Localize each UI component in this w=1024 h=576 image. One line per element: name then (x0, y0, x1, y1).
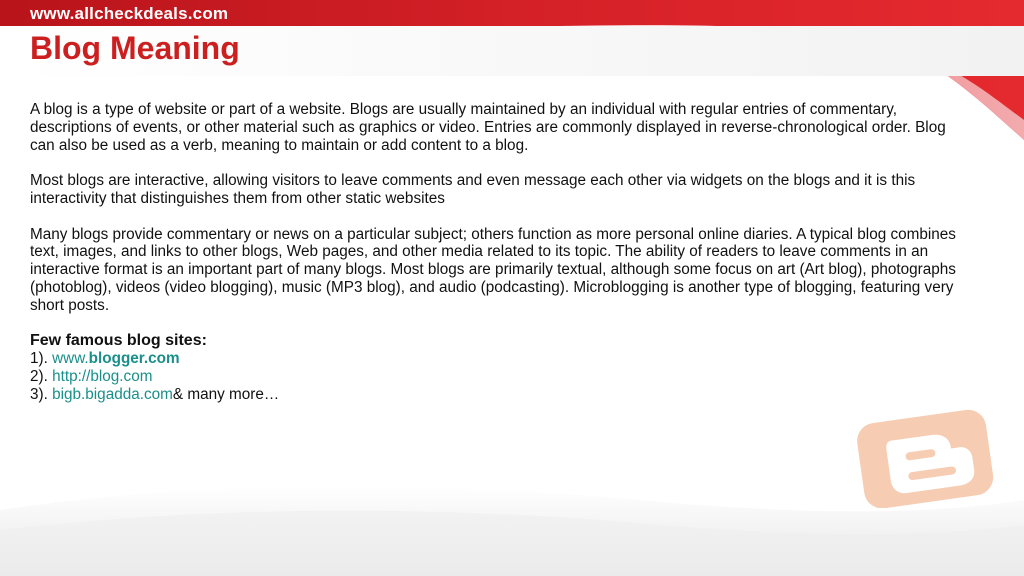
list-number: 1). (30, 350, 48, 368)
list-number: 2). (30, 367, 48, 385)
paragraph-1: A blog is a type of website or part of a website. Blogs are usually maintained by an individual with regular entries of commentary, descriptions of events, or other material such as graphics or video. Entries are commonly displayed in reverse-chronological order. Blog can also be used as a verb, meaning to maintain or add content to a blog. (30, 101, 946, 154)
blog-com-link[interactable]: http://blog.com (52, 367, 153, 385)
blogger-link[interactable]: www.blogger.com (52, 350, 180, 368)
footer-swoosh (0, 470, 1024, 576)
list-suffix: & many more… (172, 385, 280, 403)
bigadda-link[interactable]: bigb.bigadda.com (52, 385, 173, 403)
list-item (30, 386, 960, 404)
list-item (30, 368, 960, 386)
site-url: www.allcheckdeals.com (30, 4, 229, 23)
famous-sites-list (30, 350, 960, 403)
paragraph-2: Most blogs are interactive, allowing visitors to leave comments and even message each other via widgets on the blogs and it is this interactivity that distinguishes them from other static websites (30, 172, 916, 207)
list-item (30, 350, 960, 368)
paragraph-3: Many blogs provide commentary or news on a particular subject; others function as more personal online diaries. A typical blog combines text, images, and links to other blogs, Web pages, and other media related to its topic. The ability of readers to leave comments in an interactive format is an important part of many blogs. Most blogs are primarily textual, although some focus on art (Art blog), photographs (photoblog), videos (video blogging), music (MP3 blog), and audio (podcasting). Microblogging is another type of blogging, featuring very short posts. (30, 225, 956, 314)
famous-sites-heading: Few famous blog sites: (30, 332, 207, 350)
list-number: 3). (30, 385, 48, 403)
content (30, 101, 960, 404)
page-title: Blog Meaning (30, 30, 240, 66)
